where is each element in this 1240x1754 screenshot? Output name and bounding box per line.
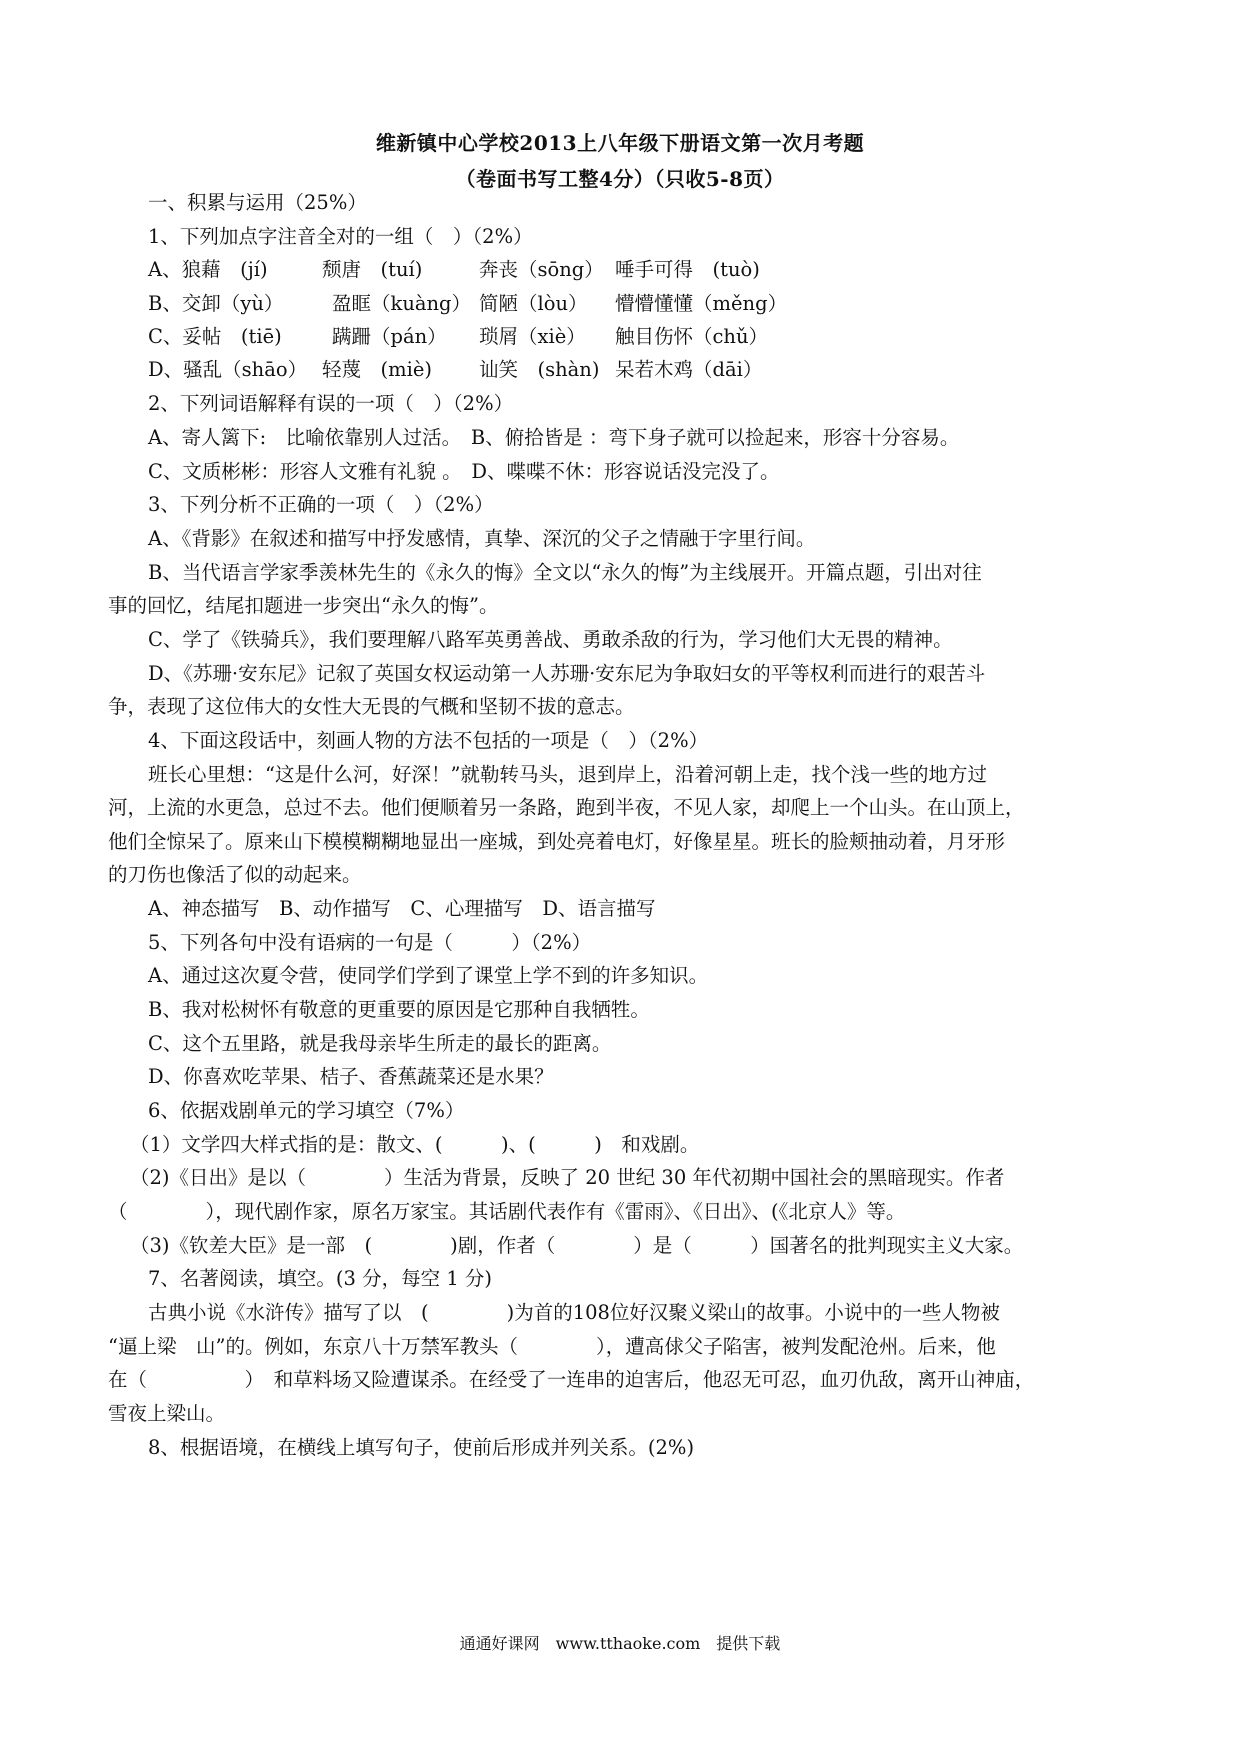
exam-subtitle: （卷面书写工整4分）（只收5-8页）: [455, 167, 785, 191]
q1-option-c-word4: 触目伤怀（chǔ）: [615, 325, 769, 348]
q2-options-cd: C、文质彬彬：形容人文雅有礼貌 。 D、喋喋不休：形容说话没完没了。: [148, 460, 780, 483]
q1-option-d: D、骚乱（shāo）: [148, 358, 308, 381]
q1-option-d-word2: 轻蔑 (miè): [322, 358, 432, 381]
q6-item-2-line2: （ ），现代剧作家，原名万家宝。其话剧代表作有《雷雨》、《日出》、(《北京人》等。: [108, 1200, 906, 1223]
q1-option-a: A、狼藉 (jí): [148, 258, 268, 281]
q3-option-a: A、《背影》在叙述和描写中抒发感情，真挚、深沉的父子之情融于字里行间。: [148, 527, 816, 550]
section-heading: 一、积累与运用（25%）: [148, 191, 367, 214]
q6-item-2-line1: （2)《日出》是以（ ）生活为背景，反映了 20 世纪 30 年代初期中国社会的黑暗现实。作者: [130, 1166, 1005, 1189]
q1-option-b-word4: 懵懵懂懂（měng）: [615, 292, 788, 315]
q5-option-d: D、你喜欢吃苹果、桔子、香蕉蔬菜还是水果？: [148, 1065, 554, 1088]
q2-options-ab: A、寄人篱下: 比喻依靠别人过活。 B、俯拾皆是 ：弯下身子就可以捡起来，形容十分容易。: [148, 426, 960, 449]
q1-option-a-word3: 奔丧（sōng）: [479, 258, 604, 281]
q1-option-c-word3: 琐屑（xiè）: [479, 325, 586, 348]
question-3-stem: 3、下列分析不正确的一项（ ）（2%）: [148, 493, 494, 516]
q1-option-d-word3: 讪笑 (shàn): [479, 358, 600, 381]
q1-option-d-word4: 呆若木鸡（dāi）: [615, 358, 763, 381]
q7-passage-line3: 在（ ） 和草料场又险遭谋杀。在经受了一连串的迫害后，他忍无可忍，血刃仇敌，离开山神庙，: [108, 1368, 1035, 1391]
q1-option-a-word2: 颓唐 (tuí): [322, 258, 423, 281]
q3-option-b-line2: 事的回忆，结尾扣题进一步突出“永久的悔”。: [108, 594, 499, 617]
q5-option-a: A、通过这次夏令营，使同学们学到了课堂上学不到的许多知识。: [148, 964, 709, 987]
question-2-stem: 2、下列词语解释有误的一项（ ）（2%）: [148, 392, 514, 415]
q4-passage-line4: 的刀伤也像活了似的动起来。: [108, 863, 362, 886]
q3-option-b-line1: B、当代语言学家季羡林先生的《永久的悔》全文以“永久的悔”为主线展开。开篇点题，引出对往: [148, 561, 982, 584]
question-7-stem: 7、名著阅读，填空。(3 分，每空 1 分): [148, 1267, 493, 1290]
q7-passage-line2: “逼上梁 山”的。例如，东京八十万禁军教头（ ），遭高俅父子陷害，被判发配沧州。后来，他: [108, 1335, 996, 1358]
q1-option-b: B、交卸（yù）: [148, 292, 284, 315]
q3-option-d-line2: 争，表现了这位伟大的女性大无畏的气概和坚韧不拔的意志。: [108, 695, 635, 718]
question-4-stem: 4、下面这段话中，刻画人物的方法不包括的一项是（ ）（2%）: [148, 729, 709, 752]
q6-item-3: （3)《钦差大臣》是一部 ( )剧，作者（ ）是（ ）国著名的批判现实主义大家。: [130, 1234, 1024, 1257]
q7-passage-line1: 古典小说《水浒传》描写了以 ( )为首的108位好汉聚义梁山的故事。小说中的一些人物被: [148, 1301, 1000, 1324]
q1-option-b-word3: 简陋（lòu）: [479, 292, 588, 315]
q1-option-c-word2: 蹒跚（pán）: [332, 325, 447, 348]
q6-item-1: （1）文学四大样式指的是：散文、( )、( ) 和戏剧。: [130, 1133, 700, 1156]
q7-passage-line4: 雪夜上梁山。: [108, 1402, 226, 1425]
q4-options: A、神态描写 B、动作描写 C、心理描写 D、语言描写: [148, 897, 656, 920]
q1-option-c: C、妥帖 (tiē): [148, 325, 282, 348]
q4-passage-line2: 河，上流的水更急，总过不去。他们便顺着另一条路，跑到半夜，不见人家，却爬上一个山头。在山顶上，: [108, 796, 1025, 819]
page-footer: 通通好课网 www.tthaoke.com 提供下载: [459, 1634, 781, 1653]
q1-option-a-word4: 唾手可得 (tuò): [615, 258, 760, 281]
question-6-stem: 6、依据戏剧单元的学习填空（7%）: [148, 1099, 465, 1122]
q5-option-c: C、这个五里路，就是我母亲毕生所走的最长的距离。: [148, 1032, 612, 1055]
question-1-stem: 1、下列加点字注音全对的一组（ ）（2%）: [148, 225, 533, 248]
q4-passage-line1: 班长心里想：“这是什么河，好深！”就勒转马头，退到岸上，沿着河朝上走，找个浅一些的地方过: [148, 763, 987, 786]
q3-option-d-line1: D、《苏珊·安东尼》记叙了英国女权运动第一人苏珊·安东尼为争取妇女的平等权利而进行的艰苦斗: [148, 662, 986, 685]
question-5-stem: 5、下列各句中没有语病的一句是（ ）（2%）: [148, 931, 592, 954]
q5-option-b: B、我对松树怀有敬意的更重要的原因是它那种自我牺牲。: [148, 998, 650, 1021]
exam-title: 维新镇中心学校2013上八年级下册语文第一次月考题: [375, 131, 865, 155]
question-8-stem: 8、根据语境，在横线上填写句子，使前后形成并列关系。(2%): [148, 1436, 695, 1459]
q4-passage-line3: 他们全惊呆了。原来山下模模糊糊地显出一座城，到处亮着电灯，好像星星。班长的脸颊抽动着，月牙形: [108, 830, 1006, 853]
q3-option-c: C、学了《铁骑兵》，我们要理解八路军英勇善战、勇敢杀敌的行为，学习他们大无畏的精神。: [148, 628, 953, 651]
q1-option-b-word2: 盈眶（kuàng）: [332, 292, 472, 315]
